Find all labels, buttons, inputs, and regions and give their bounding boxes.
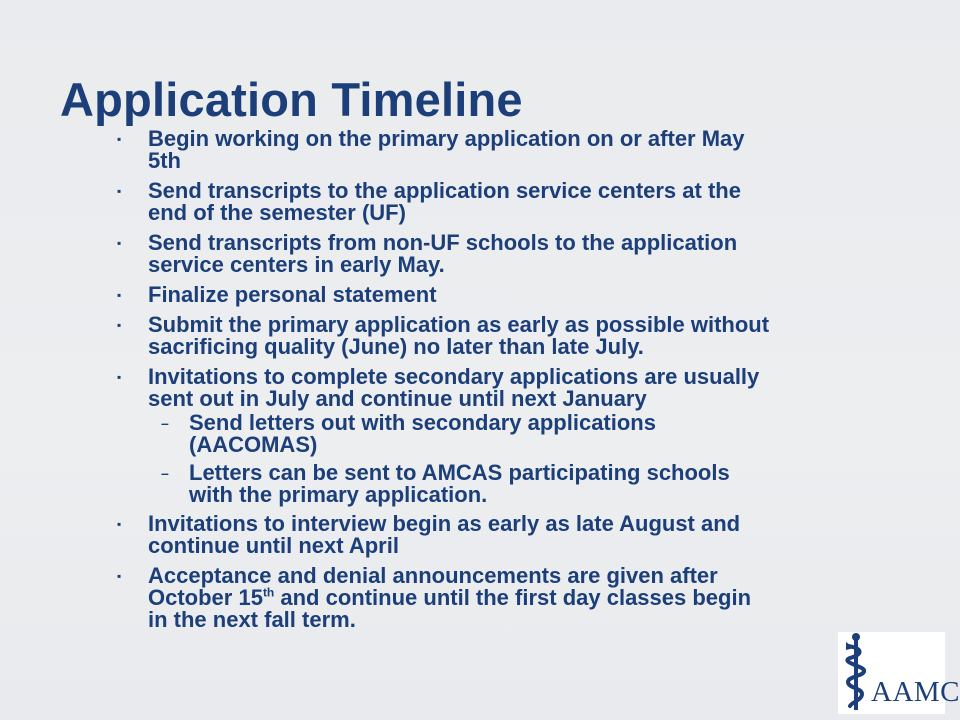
bullet-marker: ▪ — [117, 288, 122, 302]
bullet-item — [117, 563, 928, 632]
bullet-marker: ▪ — [117, 132, 122, 146]
bullet-line: Submit the primary application as early as possible without — [148, 312, 770, 337]
bullet-line: 5th — [148, 148, 181, 173]
bullet-line: sent out in July and continue until next January — [148, 386, 647, 411]
bullet-item — [117, 126, 918, 173]
bullet-line: with the primary application. — [189, 482, 488, 507]
bullet-item — [117, 312, 928, 359]
bullet-line: Send transcripts from non-UF schools to the application — [148, 230, 738, 255]
bullet-item — [117, 178, 918, 225]
bullet-line — [148, 587, 928, 609]
sub-bullet-marker: – — [161, 415, 169, 431]
slide-title: Application Timeline — [60, 73, 523, 126]
bullet-line-tail: and continue until the first day classes begin — [274, 585, 752, 610]
sub-bullet-marker: – — [161, 465, 169, 481]
bullet-marker: ▪ — [117, 184, 122, 198]
bullet-marker: ▪ — [117, 517, 122, 531]
bullet-line: (AACOMAS) — [189, 432, 318, 457]
bullet-line: sacrificing quality (June) no later than late July. — [148, 334, 644, 359]
bullet-line: continue until next April — [148, 533, 399, 558]
bullet-line: Invitations to interview begin as early as late August and — [148, 511, 741, 536]
bullet-item — [117, 282, 918, 307]
bullet-line: Begin working on the primary application on or after May — [148, 126, 745, 151]
aamc-logo — [838, 632, 960, 714]
bullet-marker: ▪ — [117, 370, 122, 384]
bullet-line: Acceptance and denial announcements are given after — [148, 563, 718, 588]
bullet-item — [117, 364, 928, 411]
bullet-marker: ▪ — [117, 236, 122, 250]
bullet-line: Send transcripts to the application service centers at the — [148, 178, 741, 203]
bullet-marker: ▪ — [117, 318, 122, 332]
bullet-line: Send letters out with secondary applications — [189, 410, 656, 435]
bullet-line: end of the semester (UF) — [148, 200, 406, 225]
ordinal-suffix: th — [262, 585, 275, 600]
bullet-line: Finalize personal statement — [148, 282, 437, 307]
logo-text: AAMC — [871, 676, 960, 708]
bullet-line: Letters can be sent to AMCAS participating schools — [189, 460, 730, 485]
bullet-line: in the next fall term. — [148, 607, 356, 632]
bullet-item — [117, 230, 918, 277]
bullet-marker: ▪ — [117, 569, 122, 583]
date-text: October 15 — [148, 585, 263, 610]
caduceus-icon — [842, 632, 870, 712]
sub-bullet-item — [161, 410, 909, 457]
sub-bullet-item — [161, 460, 909, 507]
bullet-line: Invitations to complete secondary applications are usually — [148, 364, 760, 389]
bullet-line: service centers in early May. — [148, 252, 445, 277]
bullet-item — [117, 511, 928, 558]
